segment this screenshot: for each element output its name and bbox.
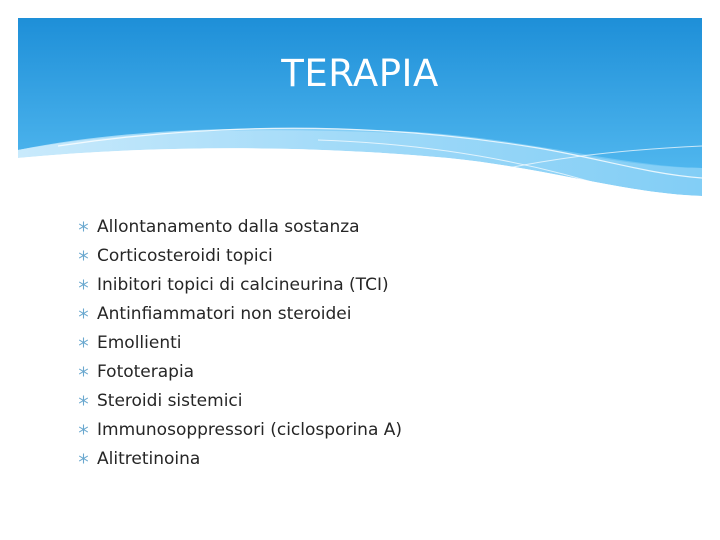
bullet-text: Immunosoppressori (ciclosporina A) <box>97 419 403 440</box>
slide-title: TERAPIA <box>281 52 439 95</box>
list-item <box>78 270 402 299</box>
bullet-text: Emollienti <box>97 332 182 353</box>
asterisk-bullet-icon <box>78 395 89 406</box>
asterisk-bullet-icon <box>78 308 89 319</box>
asterisk-bullet-icon <box>78 453 89 464</box>
bullet-text: Antinfiammatori non steroidei <box>97 303 352 324</box>
bullet-text: Alitretinoina <box>97 448 201 469</box>
asterisk-bullet-icon <box>78 250 89 261</box>
list-item <box>78 357 402 386</box>
header-wave-graphic <box>18 18 702 198</box>
bullet-text: Corticosteroidi topici <box>97 245 273 266</box>
bullet-text: Inibitori topici di calcineurina (TCI) <box>97 274 389 295</box>
bullet-list <box>78 212 402 473</box>
asterisk-bullet-icon <box>78 279 89 290</box>
asterisk-bullet-icon <box>78 337 89 348</box>
list-item <box>78 386 402 415</box>
bullet-text: Fototerapia <box>97 361 195 382</box>
header-banner <box>18 18 702 198</box>
list-item <box>78 444 402 473</box>
bullet-text: Steroidi sistemici <box>97 390 243 411</box>
list-item <box>78 241 402 270</box>
list-item <box>78 299 402 328</box>
asterisk-bullet-icon <box>78 366 89 377</box>
list-item <box>78 415 402 444</box>
asterisk-bullet-icon <box>78 221 89 232</box>
bullet-text: Allontanamento dalla sostanza <box>97 216 360 237</box>
list-item <box>78 212 402 241</box>
asterisk-bullet-icon <box>78 424 89 435</box>
list-item <box>78 328 402 357</box>
